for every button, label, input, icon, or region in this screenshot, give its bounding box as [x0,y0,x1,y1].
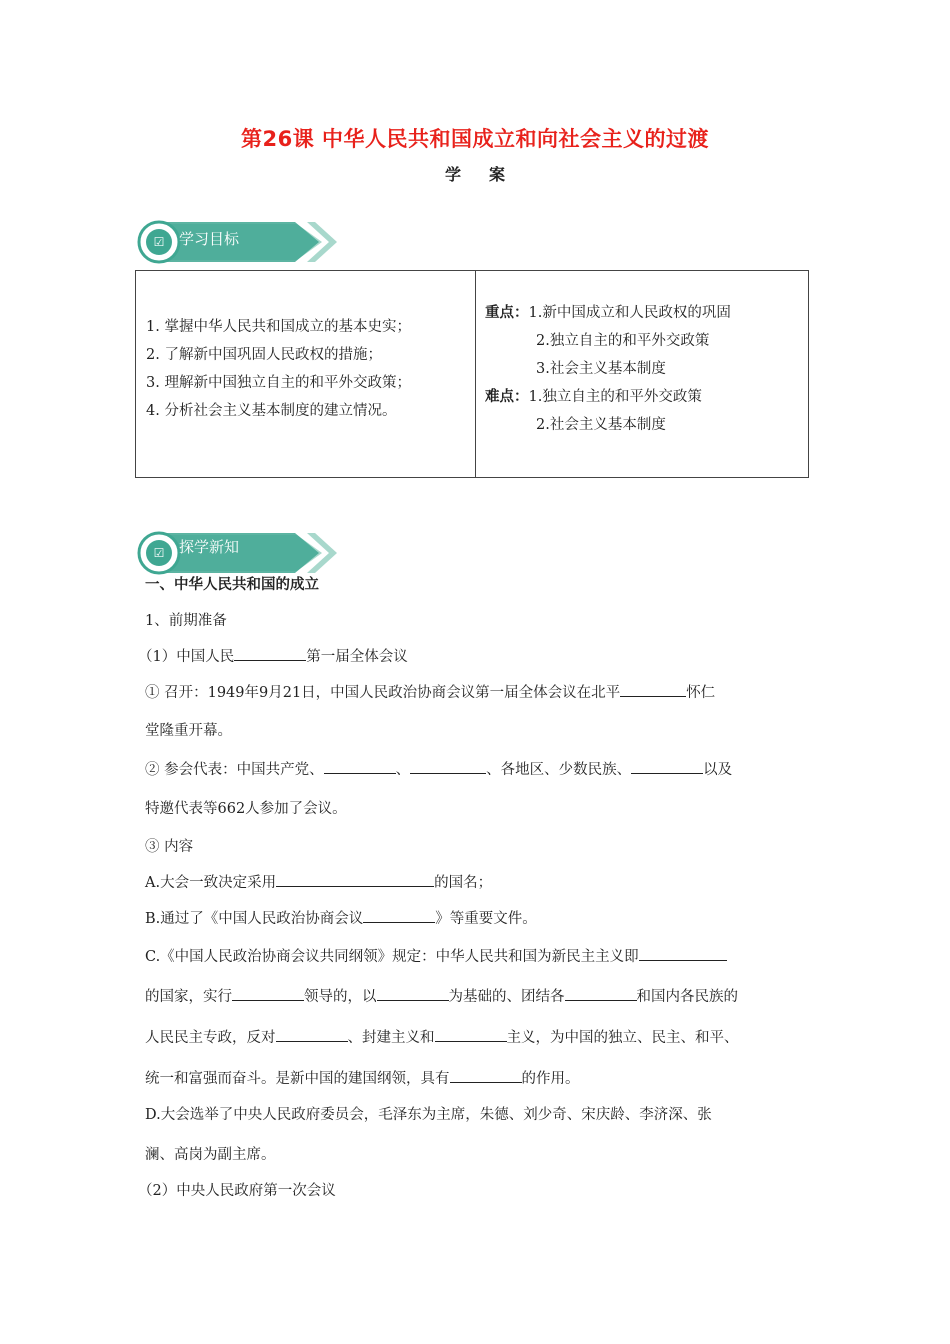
text-segment: 、封建主义和 [347,1030,435,1046]
paragraph-line: D.大会选举了中央人民政府委员会，毛泽东为主席，朱德、刘少奇、宋庆龄、李济深、张 [145,1107,712,1123]
objective-item: 1. 掌握中华人民共和国成立的基本史实； [146,319,411,335]
text-segment: 主义，为中国的独立、民主、和平、 [506,1030,739,1046]
key-point: 3.社会主义基本制度 [536,361,666,377]
paragraph-line [145,681,715,702]
paragraph-line [145,985,738,1006]
paragraph-line [145,758,732,779]
paragraph-line [145,1067,580,1088]
paragraph-line: 堂隆重开幕。 [145,723,232,739]
paragraph-line: 澜、高岗为副主席。 [145,1147,276,1163]
difficult-label: 难点： [485,389,529,405]
objective-item: 2. 了解新中国巩固人民政权的措施； [146,347,382,363]
paragraph-line [145,907,537,928]
text-segment: 的国名； [434,875,493,891]
objectives-banner [137,219,337,265]
paragraph-line: 特邀代表等662人参加了会议。 [145,801,347,817]
paragraph-line: ③ 内容 [145,839,194,855]
new-knowledge-banner-label: 探学新知 [179,538,240,556]
text-segment: 、 [395,762,411,778]
new-knowledge-banner [137,530,337,576]
text-segment: A.大会一致决定采用 [145,875,277,891]
fill-blank[interactable] [377,986,449,1001]
paragraph-line: （2）中央人民政府第一次会议 [138,1183,336,1199]
fill-blank[interactable] [639,946,727,961]
fill-blank[interactable] [276,872,434,887]
text-segment: 为基础的、团结各 [448,989,565,1005]
difficult-point: 1.独立自主的和平外交政策 [528,389,702,405]
page-subtitle: 学案 [444,165,533,184]
objective-item: 3. 理解新中国独立自主的和平外交政策； [146,375,411,391]
objective-item: 4. 分析社会主义基本制度的建立情况。 [146,403,397,419]
table-divider [475,271,476,477]
text-segment: ① 召开：1949年9月21日，中国人民政治协商会议第一届全体会议在北平 [145,685,621,701]
fill-blank[interactable] [435,1027,507,1042]
text-segment: 的国家，实行 [145,989,232,1005]
key-points-list [485,299,731,439]
text-segment: 第一届全体会议 [306,649,408,665]
section-heading: 一、中华人民共和国的成立 [145,577,319,593]
text-segment: 统一和富强而奋斗。是新中国的建国纲领，具有 [145,1071,450,1087]
text-segment: 和国内各民族的 [636,989,738,1005]
checkbox-icon: ☑ [153,546,165,560]
fill-blank[interactable] [363,908,435,923]
objectives-banner-label: 学习目标 [179,230,240,248]
checkbox-icon: ☑ [153,235,165,249]
objectives-list [146,313,411,425]
text-segment: 领导的，以 [304,989,377,1005]
key-label: 重点： [485,305,529,321]
fill-blank[interactable] [232,986,304,1001]
text-segment: 》等重要文件。 [435,911,537,927]
paragraph-line [145,945,727,966]
sub-heading: 1、前期准备 [145,613,227,629]
text-segment: 怀仁 [686,685,716,701]
text-segment: 、各地区、少数民族、 [486,762,632,778]
paragraph-line [145,1026,739,1047]
fill-blank[interactable] [631,759,703,774]
fill-blank[interactable] [450,1068,522,1083]
text-segment: B.通过了《中国人民政治协商会议 [145,911,364,927]
paragraph-line [138,645,408,666]
text-segment: 人民民主专政，反对 [145,1030,276,1046]
text-segment: C.《中国人民政治协商会议共同纲领》规定：中华人民共和国为新民主主义即 [145,949,639,965]
difficult-point: 2.社会主义基本制度 [536,417,666,433]
key-point: 2.独立自主的和平外交政策 [536,333,710,349]
text-segment: （1）中国人民 [138,649,235,665]
fill-blank[interactable] [276,1027,348,1042]
text-segment: ② 参会代表：中国共产党、 [145,762,324,778]
fill-blank[interactable] [410,759,486,774]
fill-blank[interactable] [565,986,637,1001]
objectives-table [135,270,809,478]
fill-blank[interactable] [620,682,686,697]
text-segment: 以及 [703,762,733,778]
fill-blank[interactable] [324,759,396,774]
key-point: 1.新中国成立和人民政权的巩固 [528,305,731,321]
fill-blank[interactable] [234,646,306,661]
page-title: 第26课 中华人民共和国成立和向社会主义的过渡 [240,127,710,151]
paragraph-line [145,871,492,892]
text-segment: 的作用。 [521,1071,580,1087]
